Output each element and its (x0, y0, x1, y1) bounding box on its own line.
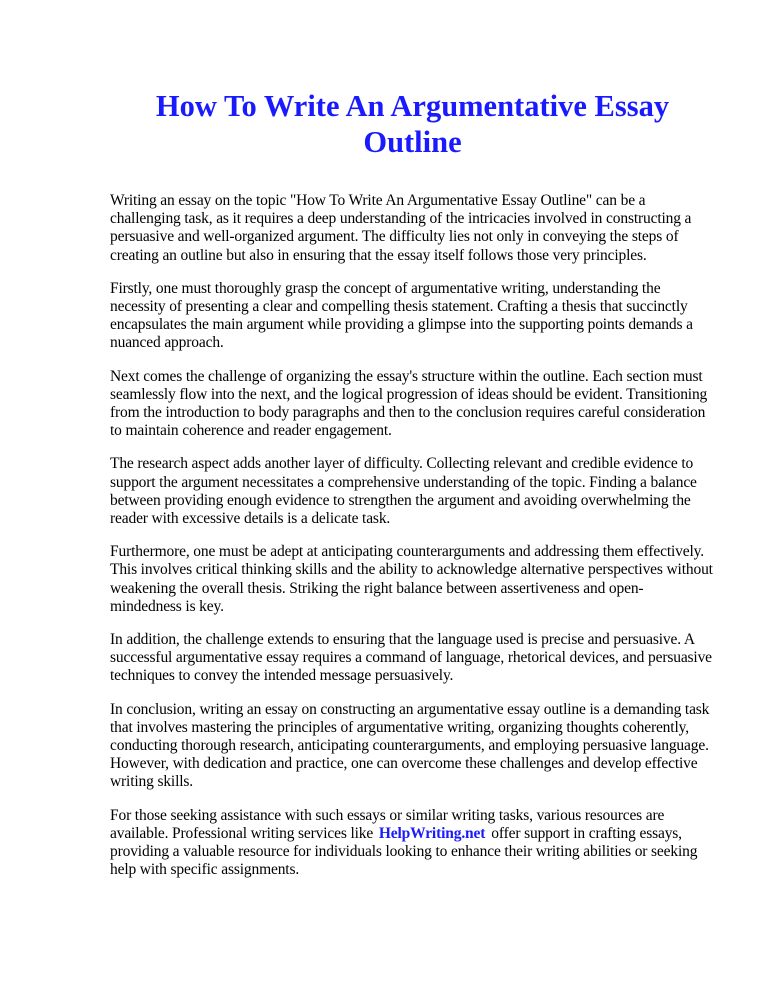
document-page (110, 88, 715, 895)
paragraph-counterarguments: Furthermore, one must be adept at anticipating counterarguments and addressing them effectively. This involves critical thinking skills and the ability to acknowledge alternative perspectives without weakening the overall thesis. Striking the right balance between assertiveness and open-mindedness is key. (110, 543, 713, 615)
resources-text-after-link: offer support in crafting essays, providing a valuable resource for individuals looking to enhance their writing abilities or seeking help with specific assignments. (110, 824, 698, 879)
paragraph-structure: Next comes the challenge of organizing the essay's structure within the outline. Each section must seamlessly flow into the next, and the logical progression of ideas should be evident. Transitioning from the introduction to body paragraphs and then to the conclusion requires careful consideration to maintain coherence and reader engagement. (110, 367, 708, 440)
paragraph-language: In addition, the challenge extends to ensuring that the language used is precise and persuasive. A successful argumentative essay requires a command of language, rhetorical devices, and persuasive techniques to convey the intended message persuasively. (110, 631, 712, 685)
paragraph-conclusion: In conclusion, writing an essay on constructing an argumentative essay outline is a demanding task that involves mastering the principles of argumentative writing, organizing thoughts coherently, conducting thorough research, anticipating counterarguments, and employing persuasive language. However, with dedication and practice, one can overcome these challenges and develop effective writing skills. (110, 700, 710, 791)
resources-text-before-link: For those seeking assistance with such essays or similar writing tasks, various resources are available. Professional writing services like (110, 806, 665, 842)
document-title: How To Write An Argumentative Essay Outline (155, 89, 670, 159)
paragraph-intro: Writing an essay on the topic "How To Write An Argumentative Essay Outline" can be a challenging task, as it requires a deep understanding of the intricacies involved in constructing a persuasive and well-organized argument. The difficulty lies not only in conveying the steps of creating an outline but also in ensuring that the essay itself follows those very principles. (110, 192, 692, 264)
helpwriting-link[interactable]: HelpWriting.net (378, 824, 486, 842)
paragraph-thesis: Firstly, one must thoroughly grasp the concept of argumentative writing, understanding the necessity of presenting a clear and compelling thesis statement. Crafting a thesis that succinctly encapsulates the main argument while providing a glimpse into the supporting points demands a nuanced approach. (110, 279, 693, 352)
paragraph-research: The research aspect adds another layer of difficulty. Collecting relevant and credible evidence to support the argument necessitates a comprehensive understanding of the topic. Finding a balance between providing enough evidence to strengthen the argument and avoiding overwhelming the reader with excessive details is a delicate task. (110, 455, 697, 528)
paragraph-resources (110, 807, 715, 880)
